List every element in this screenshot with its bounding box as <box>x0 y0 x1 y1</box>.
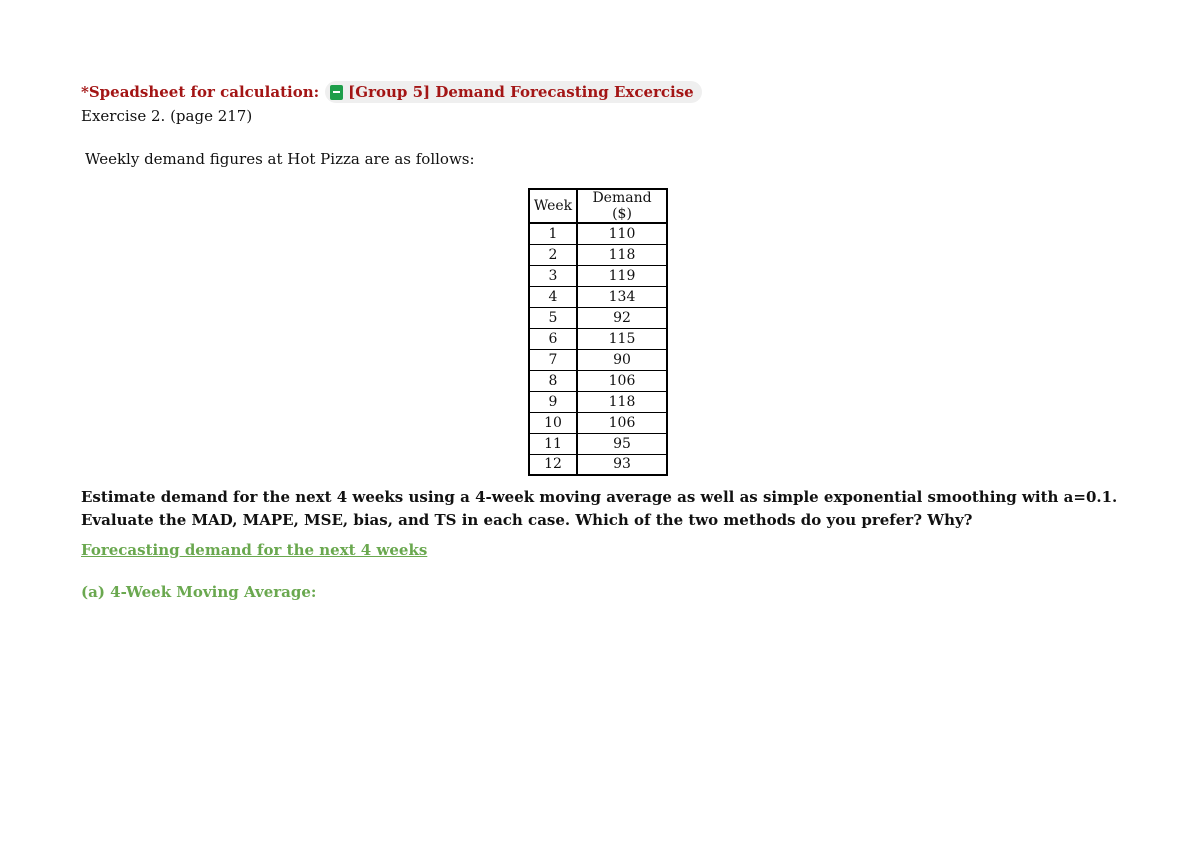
demand-cell: 110 <box>577 223 667 244</box>
demand-cell: 118 <box>577 391 667 412</box>
spreadsheet-reference <box>81 81 702 103</box>
spreadsheet-link-chip[interactable] <box>325 81 702 103</box>
table-row <box>529 454 667 475</box>
demand-cell: 92 <box>577 307 667 328</box>
demand-cell: 118 <box>577 244 667 265</box>
table-row <box>529 223 667 244</box>
week-cell: 9 <box>529 391 577 412</box>
week-cell: 5 <box>529 307 577 328</box>
table-row <box>529 244 667 265</box>
demand-cell: 115 <box>577 328 667 349</box>
week-cell: 1 <box>529 223 577 244</box>
table-header-row <box>529 189 667 223</box>
table-row <box>529 433 667 454</box>
demand-cell: 106 <box>577 412 667 433</box>
week-cell: 6 <box>529 328 577 349</box>
table-row <box>529 265 667 286</box>
spreadsheet-label: *Speadsheet for calculation: <box>81 83 320 101</box>
table-row <box>529 370 667 391</box>
table-row <box>529 307 667 328</box>
moving-average-heading: (a) 4-Week Moving Average: <box>81 583 317 601</box>
exercise-title: Exercise 2. (page 217) <box>81 107 253 125</box>
week-cell: 11 <box>529 433 577 454</box>
table-row <box>529 328 667 349</box>
demand-cell: 93 <box>577 454 667 475</box>
week-cell: 12 <box>529 454 577 475</box>
demand-cell: 90 <box>577 349 667 370</box>
week-cell: 2 <box>529 244 577 265</box>
week-cell: 3 <box>529 265 577 286</box>
task-description: Estimate demand for the next 4 weeks using a 4-week moving average as well as simple exponential smoothing with a=0.1. Evaluate the MAD, MAPE, MSE, bias, and TS in each case. Which of the two methods do you prefer? Why? <box>81 488 1118 529</box>
intro-text: Weekly demand figures at Hot Pizza are as follows: <box>85 150 475 168</box>
column-header-week: Week <box>529 189 577 223</box>
week-cell: 7 <box>529 349 577 370</box>
demand-table <box>528 188 668 476</box>
column-header-demand: Demand ($) <box>577 189 667 223</box>
week-cell: 10 <box>529 412 577 433</box>
spreadsheet-link-text[interactable]: [Group 5] Demand Forecasting Excercise <box>348 83 694 101</box>
table-row <box>529 391 667 412</box>
week-cell: 8 <box>529 370 577 391</box>
table-row <box>529 349 667 370</box>
google-sheets-icon <box>330 85 343 100</box>
table-row <box>529 412 667 433</box>
table-row <box>529 286 667 307</box>
demand-cell: 134 <box>577 286 667 307</box>
demand-cell: 95 <box>577 433 667 454</box>
demand-cell: 106 <box>577 370 667 391</box>
forecasting-heading-link[interactable]: Forecasting demand for the next 4 weeks <box>81 541 428 559</box>
demand-cell: 119 <box>577 265 667 286</box>
week-cell: 4 <box>529 286 577 307</box>
